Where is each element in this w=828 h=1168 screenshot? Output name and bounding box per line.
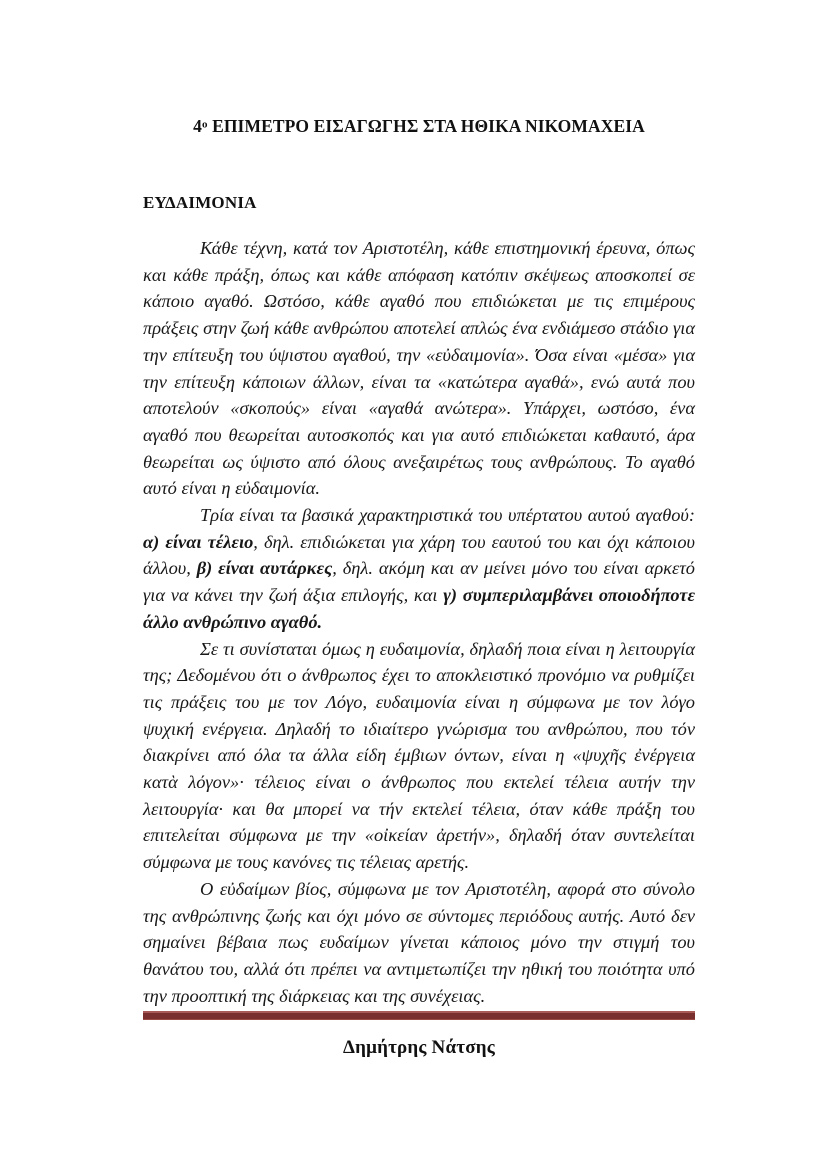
title-ordinal-suffix: ο: [201, 118, 208, 131]
page-title: [143, 0, 695, 137]
body-text: [143, 213, 695, 1009]
paragraph-4: Ο εὐδαίμων βίος, σύμφωνα με τον Αριστοτέλη, αφορά στο σύνολο της ανθρώπινης ζωής και όχι μόνο σε σύντομες περιόδους αυτής. Αυτό δεν σημαίνει βέβαια πως ευδαίμων γίνεται κάποιος μόνο την στιγμή του θανάτου του, αλλά ότι πρέπει να αντιμετωπίζει την ηθική του ποιότητα υπό την προοπτική της διάρκειας και της συνέχειας.: [143, 878, 695, 1006]
author-name: Δημήτρης Νάτσης: [343, 1037, 495, 1058]
paragraph-2: [143, 502, 695, 636]
paragraph-2-bold-alpha: α) είναι τέλειο: [143, 531, 254, 552]
section-heading-eudaimonia: ΕΥΔΑΙΜΟΝΙΑ: [143, 193, 257, 212]
footer-divider-rule: [143, 1011, 695, 1020]
footer-block: [143, 1011, 695, 1059]
paragraph-3: Σε τι συνίσταται όμως η ευδαιμονία, δηλαδή ποια είναι η λειτουργία της; Δεδομένου ότι ο άνθρωπος έχει το αποκλειστικό προνόμιο να ρυθμίζει τις πράξεις του με τον Λόγο, ευδαιμονία είναι η σύμφωνα με τον λόγο ψυχική ενέργεια. Δηλαδή το ιδιαίτερο γνώρισμα του ανθρώπου, που τόν διακρίνει από όλα τα άλλα είδη έμβιων όντων, είναι η «ψυχῆς ἐνέργεια κατὰ λόγον»· τέλειος είναι ο άνθρωπος που εκτελεί τέλεια αυτήν την λειτουργία· και θα μπορεί να τήν εκτελεί τέλεια, όταν κάθε πράξη του επιτελείται σύμφωνα με την «οἰκείαν ἀρετήν», δηλαδή όταν συντελείται σύμφωνα με τους κανόνες τις τέλειας αρετής.: [143, 638, 695, 873]
title-ordinal-number: 4: [193, 116, 202, 136]
paragraph-2-bold-beta: β) είναι αυτάρκες: [196, 558, 333, 579]
paragraph-2-part-c: , δηλ. ακόμη και αν μείνει μόνο του είναι αρκετό για να κάνει την ζωή άξια επιλογής, και: [143, 558, 695, 606]
document-content: [143, 0, 695, 1009]
paragraph-2-part-b: , δηλ. επιδιώκεται για χάρη του εαυτού του και όχι κάποιου άλλου,: [143, 531, 695, 579]
paragraph-1: Κάθε τέχνη, κατά τον Αριστοτέλη, κάθε επιστημονική έρευνα, όπως και κάθε πράξη, όπως και κάθε απόφαση κατόπιν σκέψεως αποσκοπεί σε κάποιο αγαθό. Ωστόσο, κάθε αγαθό που επιδιώκεται με τις επιμέρους πράξεις στην ζωή κάθε ανθρώπου αποτελεί απλώς ένα ενδιάμεσο στάδιο για την επίτευξη του ύψιστου αγαθού, την «εὐδαιμονία». Όσα είναι «μέσα» για την επίτευξη κάποιων άλλων, είναι τα «κατώτερα αγαθά», ενώ αυτά που αποτελούν «σκοπούς» είναι «αγαθά ανώτερα». Υπάρχει, ωστόσο, ένα αγαθό που θεωρείται αυτοσκοπός και για αυτό επιδιώκεται καθαυτό, άρα θεωρείται ως ύψιστο από όλους ανεξαιρέτως τους ανθρώπους. Το αγαθό αυτό είναι η εὐδαιμονία.: [143, 238, 695, 499]
paragraph-2-part-a: Τρία είναι τα βασικά χαρακτηριστικά του υπέρτατου αυτού αγαθού:: [200, 505, 695, 526]
paragraph-2-bold-gamma: γ) συμπεριλαμβάνει οποιοδήποτε άλλο ανθρώπινο αγαθό.: [143, 585, 695, 632]
title-rest: ΕΠΙΜΕΤΡΟ ΕΙΣΑΓΩΓΗΣ ΣΤΑ ΗΘΙΚΑ ΝΙΚΟΜΑΧΕΙΑ: [207, 116, 645, 136]
